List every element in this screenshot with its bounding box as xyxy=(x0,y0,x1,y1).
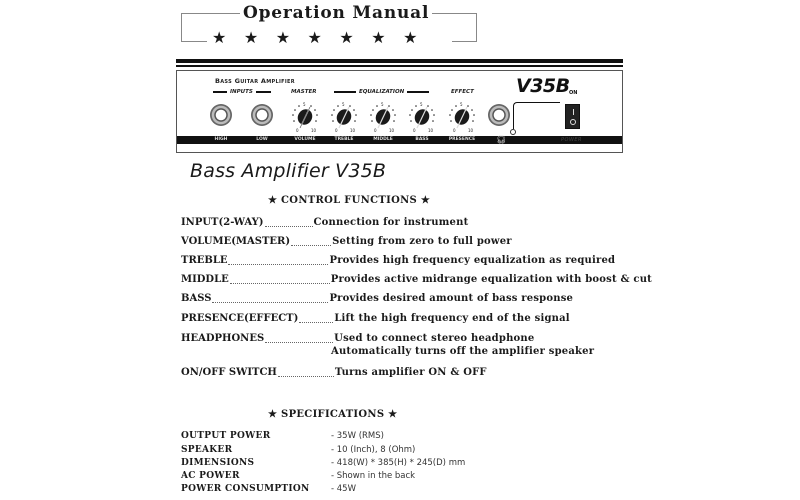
function-desc: Turns amplifier ON & OFF xyxy=(334,367,487,378)
presence-knob-icon xyxy=(447,101,477,133)
function-desc: Provides active midrange equalization with boost & cut xyxy=(330,274,652,285)
function-name: VOLUME(MASTER) xyxy=(181,236,291,247)
leader-dots xyxy=(212,302,328,303)
spec-name: AC POWER xyxy=(181,471,240,481)
leader-dots xyxy=(278,376,334,377)
star-icon: ★ xyxy=(243,28,259,47)
control-functions-heading: ★ CONTROL FUNCTIONS ★ xyxy=(268,195,431,206)
page-title: Operation Manual xyxy=(240,3,432,23)
function-name: BASS xyxy=(181,293,212,304)
power-led-icon xyxy=(510,129,516,135)
control-function-row xyxy=(181,312,641,326)
svg-text:5: 5 xyxy=(381,102,384,107)
svg-text:5: 5 xyxy=(460,102,463,107)
svg-text:10: 10 xyxy=(311,128,317,133)
function-desc: Provides desired amount of bass response xyxy=(329,293,574,304)
spec-row xyxy=(181,445,415,455)
function-name: HEADPHONES xyxy=(181,333,265,344)
input-jack-high xyxy=(210,104,232,126)
star-icon: ★ xyxy=(371,28,386,47)
control-function-row xyxy=(181,366,641,380)
leader-dots xyxy=(228,264,328,265)
svg-text:10: 10 xyxy=(468,128,474,133)
control-function-row xyxy=(181,216,641,230)
leader-dots xyxy=(230,283,330,284)
function-desc: Lift the high frequency end of the signal xyxy=(334,313,570,324)
header-stars xyxy=(210,30,419,46)
divider-thick xyxy=(176,59,623,63)
svg-text:0: 0 xyxy=(374,128,377,133)
spec-row xyxy=(181,458,465,468)
function-name: TREBLE xyxy=(181,255,228,266)
svg-text:10: 10 xyxy=(350,128,356,133)
group-inputs: INPUTS xyxy=(213,89,271,95)
treble-knob-icon xyxy=(329,101,359,133)
spec-name: DIMENSIONS xyxy=(181,458,255,468)
svg-text:0: 0 xyxy=(413,128,416,133)
knob-label-middle: MIDDLE xyxy=(373,137,393,142)
group-effect: EFFECT xyxy=(451,89,474,95)
group-equalization: EQUALIZATION xyxy=(334,89,429,95)
spec-value: - Shown in the back xyxy=(331,471,416,481)
svg-text:10: 10 xyxy=(389,128,395,133)
jack-label-low: LOW xyxy=(256,137,268,142)
svg-text:10: 10 xyxy=(428,128,434,133)
control-function-row xyxy=(181,273,652,287)
control-function-row-continued xyxy=(331,345,791,359)
knob-label-treble: TREBLE xyxy=(334,137,354,142)
spec-row xyxy=(181,431,384,441)
panel-label-strip xyxy=(177,136,622,144)
spec-name: POWER CONSUMPTION xyxy=(181,484,310,494)
star-icon: ★ xyxy=(275,28,291,47)
spec-row xyxy=(181,471,415,481)
spec-name: OUTPUT POWER xyxy=(181,431,271,441)
svg-text:0: 0 xyxy=(296,128,299,133)
headphones-icon: 🎧︎ xyxy=(496,135,507,144)
star-icon: ★ xyxy=(307,28,322,47)
power-label: POWER xyxy=(561,137,583,143)
control-function-row xyxy=(181,292,641,306)
leader-dots xyxy=(265,342,333,343)
function-name: MIDDLE xyxy=(181,274,229,285)
jack-label-high: HIGH xyxy=(214,137,228,142)
switch-on-label: ON xyxy=(569,90,578,96)
function-name: ON/OFF SWITCH xyxy=(181,367,277,378)
knob-label-presence: PRESENCE xyxy=(448,137,476,142)
function-desc: Used to connect stereo headphone xyxy=(334,333,535,344)
knob-label-volume: VOLUME xyxy=(294,137,316,142)
product-subtitle: Bass Amplifier V35B xyxy=(190,160,387,182)
bass-knob-icon xyxy=(407,101,437,133)
specifications-heading: ★ SPECIFICATIONS ★ xyxy=(268,409,398,420)
knob-label-bass: BASS xyxy=(415,137,429,142)
spec-value: - 418(W) * 385(H) * 245(D) mm xyxy=(331,458,466,468)
spec-value: - 45W xyxy=(331,484,356,494)
model-badge: V35B xyxy=(516,75,570,97)
middle-knob-icon xyxy=(368,101,398,133)
function-desc: Setting from zero to full power xyxy=(332,236,512,247)
function-name: INPUT(2-WAY) xyxy=(181,217,264,228)
control-function-row xyxy=(181,235,641,249)
svg-text:5: 5 xyxy=(420,102,423,107)
leader-dots xyxy=(265,226,313,227)
model-underline xyxy=(518,102,560,103)
leader-dots xyxy=(291,245,331,246)
svg-text:5: 5 xyxy=(303,102,306,107)
group-master: MASTER xyxy=(291,89,317,95)
spec-value: - 35W (RMS) xyxy=(331,431,384,441)
header-rule-left xyxy=(181,13,241,14)
control-function-row xyxy=(181,332,641,346)
star-icon: ★ xyxy=(212,28,227,47)
svg-text:5: 5 xyxy=(342,102,345,107)
led-wire xyxy=(513,102,519,129)
function-desc: Automatically turns off the amplifier speaker xyxy=(331,346,595,357)
spec-name: SPEAKER xyxy=(181,445,233,455)
divider-thin xyxy=(176,65,623,67)
panel-brand: Bass Guitar Amplifier xyxy=(215,77,295,85)
header-rule-bottom-left xyxy=(181,41,207,42)
spec-row xyxy=(181,484,356,494)
function-desc: Connection for instrument xyxy=(313,217,469,228)
star-icon: ★ xyxy=(403,28,418,47)
volume-knob-icon xyxy=(290,101,320,133)
svg-text:0: 0 xyxy=(453,128,456,133)
headphone-jack xyxy=(488,104,510,126)
function-name: PRESENCE(EFFECT) xyxy=(181,313,299,324)
input-jack-low xyxy=(251,104,273,126)
svg-text:0: 0 xyxy=(335,128,338,133)
leader-dots xyxy=(299,322,333,323)
function-desc: Provides high frequency equalization as required xyxy=(329,255,616,266)
header-rule-bottom-right xyxy=(452,41,477,42)
spec-value: - 10 (Inch), 8 (Ohm) xyxy=(331,445,416,455)
star-icon: ★ xyxy=(339,28,354,47)
amp-front-panel xyxy=(176,70,623,153)
power-switch-icon xyxy=(565,104,580,129)
control-function-row xyxy=(181,254,641,268)
